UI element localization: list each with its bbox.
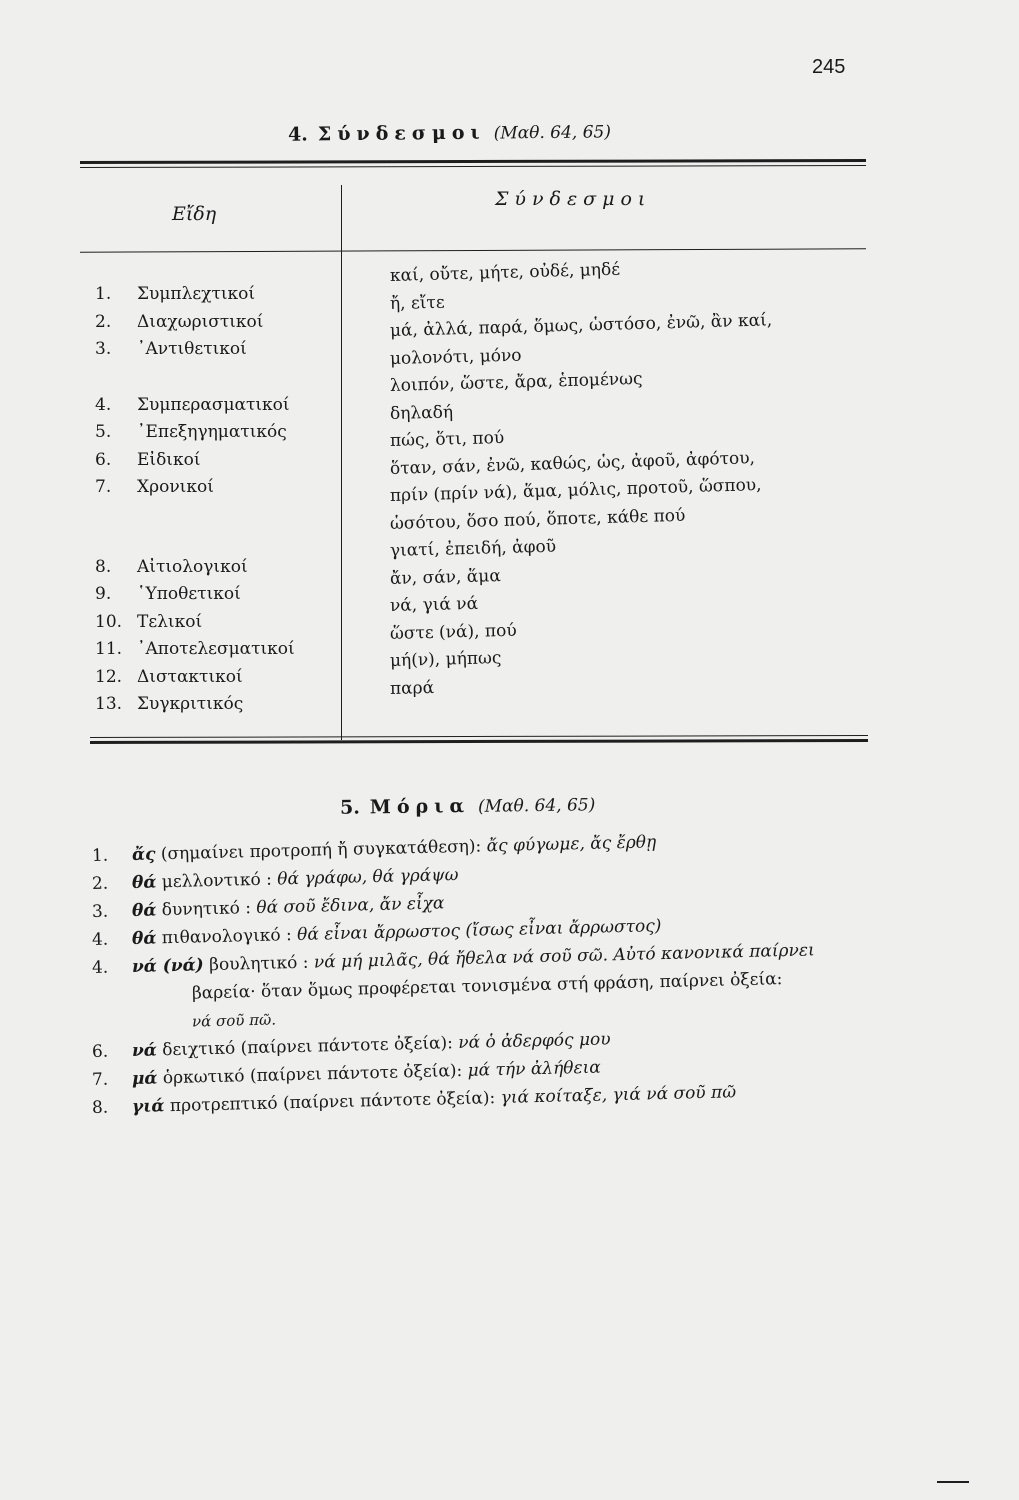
list-item: μή(ν), μήπως <box>389 648 502 671</box>
page-number: 245 <box>812 56 846 78</box>
section-5-title: Μόρια <box>369 794 471 819</box>
table-bottom-rule-thick <box>90 739 868 744</box>
list-item: ὥστε (νά), πού <box>389 620 517 644</box>
list-item: 4. Συμπερασματικοί <box>95 394 290 415</box>
kinds-list <box>95 281 295 719</box>
list-item: πρίν (πρίν νά), ἅμα, μόλις, προτοῦ, ὥσπου, <box>389 474 762 506</box>
list-item: 1. Συμπλεχτικοί <box>95 284 256 304</box>
table-top-rule-thick <box>80 159 866 164</box>
section-4-ref: (Μαθ. 64, 65) <box>493 122 612 144</box>
table-top-rule-thin <box>80 165 866 168</box>
list-item: 5. ᾽Επεξηγηματικός <box>95 422 287 442</box>
column-header-conjunctions: Σύνδεσμοι <box>495 188 652 210</box>
list-item: καί, οὔτε, μήτε, οὐδέ, μηδέ <box>389 259 621 286</box>
table-bottom-rule-thin <box>90 735 868 738</box>
list-item: 2. θά μελλοντικό : θά γράφω, θά γράψω <box>91 865 459 894</box>
list-item: 3. θά δυνητικό : θά σοῦ ἔδινα, ἄν εἶχα <box>91 893 445 922</box>
list-item: 6. Εἰδικοί <box>95 449 201 470</box>
list-item: πώς, ὅτι, πού <box>389 428 505 451</box>
section-4-number: 4. <box>287 123 308 146</box>
list-item: 7. Χρονικοί <box>95 477 214 497</box>
section-5-heading <box>340 793 596 819</box>
list-item: 6. νά δειχτικό (παίρνει πάντοτε ὀξεία): νά ὁ ἀδερφός μου <box>91 1029 611 1062</box>
list-item: μολονότι, μόνο <box>389 345 522 369</box>
list-item: δηλαδή <box>389 401 454 424</box>
list-item: 10. Τελικοί <box>95 611 203 632</box>
corner-mark <box>937 1481 969 1483</box>
column-header-kinds: Εἴδη <box>172 203 217 225</box>
list-item: λοιπόν, ὥστε, ἄρα, ἑπομένως <box>389 368 643 396</box>
conjunctions-list <box>389 259 773 703</box>
list-item: ἤ, εἴτε <box>389 292 445 314</box>
list-item: 11. ᾽Αποτελεσματικοί <box>95 639 295 659</box>
list-item: 4. νά (νά) βουλητικό : νά μή μιλᾶς, θά ἤθελα νά σοῦ σῶ. Αὐτό κανονικά παίρνει <box>91 940 815 978</box>
list-item-continuation: νά σοῦ πῶ. <box>191 1010 277 1031</box>
list-item: 2. Διαχωριστικοί <box>95 311 264 332</box>
section-4-heading <box>288 120 611 145</box>
list-item: μά, ἀλλά, παρά, ὅμως, ὡστόσο, ἐνῶ, ἂν καί, <box>389 310 773 341</box>
list-item: 7. μά ὁρκωτικό (παίρνει πάντοτε ὀξεία): μά τήν ἀλήθεια <box>91 1057 601 1090</box>
list-item: ὅταν, σάν, ἐνῶ, καθώς, ὡς, ἀφοῦ, ἀφότου, <box>389 447 756 479</box>
section-5-number: 5. <box>339 796 361 819</box>
list-item-continuation: βαρεία· ὅταν ὅμως προφέρεται τονισμένα στή φράση, παίρνει ὀξεία: <box>191 969 783 1004</box>
section-5-ref: (Μαθ. 64, 65) <box>477 795 596 817</box>
list-item: νά, γιά νά <box>389 593 479 616</box>
list-item: ἄν, σάν, ἅμα <box>389 565 502 589</box>
list-item: 12. Διστακτικοί <box>95 666 243 687</box>
list-item: 8. Αἰτιολογικοί <box>95 556 248 577</box>
list-item: 4. θά πιθανολογικό : θά εἶναι ἄρρωστος (ἴσως εἶναι ἄρρωστος) <box>91 916 662 950</box>
particles-list <box>91 832 912 1122</box>
list-item: 13. Συγκριτικός <box>95 694 244 714</box>
list-item: παρά <box>389 677 435 699</box>
list-item: 3. ᾽Αντιθετικοί <box>95 339 247 359</box>
list-item: 8. γιά προτρεπτικό (παίρνει πάντοτε ὀξεία): γιά κοίταξε, γιά νά σοῦ πῶ <box>91 1082 737 1118</box>
list-item: ὡσότου, ὅσο πού, ὅποτε, κάθε πού <box>389 505 686 534</box>
list-item: 1. ἄς (σημαίνει προτροπή ἤ συγκατάθεση): ἄς φύγωμε, ἄς ἔρθῃ <box>91 832 657 866</box>
list-item: γιατί, ἐπειδή, ἀφοῦ <box>389 536 557 561</box>
table-column-divider <box>341 185 342 740</box>
section-4-title: Σύνδεσμοι <box>317 121 486 146</box>
list-item: 9. ῾Υποθετικοί <box>95 584 241 604</box>
